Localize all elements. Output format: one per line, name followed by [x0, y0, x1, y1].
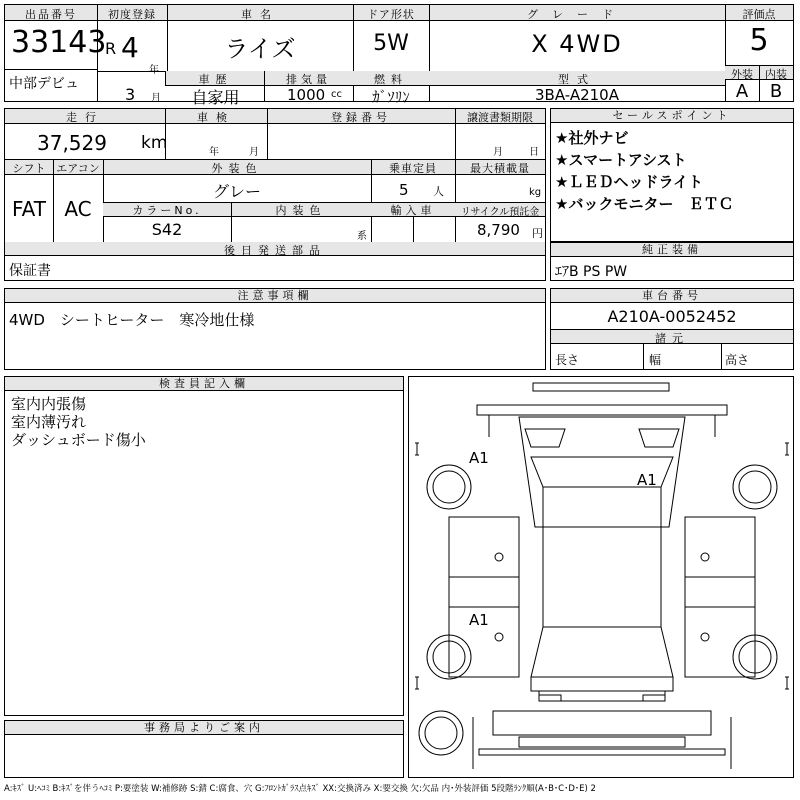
inspector-line: 室内薄汚れ: [11, 413, 87, 431]
office-label: 事務局よりご案内: [5, 721, 403, 735]
reg-label: 初度登録: [108, 8, 156, 21]
car-name-label: 車名: [241, 8, 279, 21]
chassis-panel: [550, 288, 794, 370]
height-label: 高さ: [725, 353, 750, 367]
ac-label: エアコン: [56, 162, 100, 175]
interior-unit: 系: [357, 231, 367, 242]
dims-label: 諸元: [655, 332, 689, 345]
damage-mark: A1: [637, 471, 657, 489]
capacity-unit: 人: [433, 185, 444, 198]
capacity: 5: [399, 181, 409, 199]
equipment-panel: [550, 242, 794, 281]
mileage: 37,529: [37, 131, 107, 155]
notes-panel: [4, 288, 546, 370]
interior-color-label: 内装色: [275, 204, 327, 217]
ac: AC: [64, 197, 92, 221]
load-unit: kg: [529, 187, 542, 198]
transfer-month: 月: [493, 147, 503, 158]
interior-grade: B: [769, 81, 783, 102]
shift-label: シフト: [12, 162, 46, 175]
door-type: 5W: [373, 31, 409, 56]
transfer-label: 譲渡書類期限: [467, 111, 533, 124]
car-diagram: [408, 376, 794, 778]
inspection-year: 年: [209, 147, 219, 158]
later-parts-value: 保証書: [9, 263, 51, 279]
score: 5: [749, 23, 769, 58]
model: 3BA-A210A: [534, 86, 619, 104]
damage-mark: A1: [469, 611, 489, 629]
sales-point-item: ★ＬＥＤヘッドライト: [555, 173, 703, 191]
inspector-line: ダッシュボード傷小: [11, 431, 146, 449]
color-label: 外装色: [211, 162, 263, 175]
color-no-label: カラーNo.: [132, 204, 202, 217]
history-label: 車歴: [198, 73, 233, 86]
recycle: 8,790: [477, 221, 520, 239]
width-label: 幅: [649, 353, 662, 367]
color-no: S42: [151, 220, 183, 239]
displacement-label: 排気量: [286, 73, 331, 86]
door-label: ドア形状: [367, 8, 415, 21]
sales-points-panel: [550, 108, 794, 242]
reg-month: 3: [125, 85, 136, 104]
inspector-line: 室内内張傷: [11, 395, 87, 413]
displacement: 1000: [287, 86, 326, 104]
debut-label: 中部デビュ: [9, 76, 79, 92]
interior-label: 内装: [765, 68, 787, 81]
registration-label: 登録番号: [331, 111, 391, 124]
legend: [4, 782, 794, 796]
color: グレー: [212, 182, 261, 201]
notes-value: 4WD シートヒーター 寒冷地仕様: [9, 311, 255, 329]
grade: X 4WD: [531, 30, 623, 58]
car-name: ライズ: [224, 35, 296, 63]
exterior-label: 外装: [731, 68, 753, 81]
fuel-label: 燃料: [374, 73, 408, 86]
recycle-label: リサイクル預託金: [460, 207, 540, 218]
chassis-label: 車台番号: [551, 289, 793, 303]
score-label: 評価点: [742, 8, 776, 21]
era: R: [105, 39, 117, 58]
chassis-number: A210A-0052452: [607, 307, 737, 326]
lot-label: 出品番号: [25, 8, 77, 21]
damage-mark: A1: [469, 449, 489, 467]
model-label: 型式: [558, 73, 596, 86]
capacity-label: 乗車定員: [389, 162, 437, 175]
sales-point-item: ★スマートアシスト: [555, 151, 687, 169]
spec-panel: [4, 108, 546, 256]
transfer-day: 日: [529, 147, 539, 158]
grade-label: グレード: [527, 8, 627, 21]
exterior-grade: A: [735, 81, 749, 102]
length-label: 長さ: [555, 353, 580, 367]
mileage-unit: km: [141, 133, 168, 153]
reg-year: 4: [121, 31, 139, 64]
sales-points-label: セールスポイント: [551, 109, 793, 123]
later-parts-value-box: [4, 255, 546, 281]
recycle-unit: 円: [532, 227, 543, 240]
load-label: 最大積載量: [470, 162, 530, 175]
import-label: 輸入車: [390, 204, 436, 217]
displacement-unit: cc: [331, 89, 342, 100]
lot-number: 33143: [11, 25, 107, 60]
sales-point-item: ★バックモニター ＥＴＣ: [555, 195, 734, 213]
car-outline: [409, 377, 795, 779]
month-unit: 月: [151, 93, 161, 104]
shift: FAT: [11, 197, 46, 221]
year-unit: 年: [149, 65, 159, 76]
inspector-panel: [4, 376, 404, 716]
office-panel: [4, 720, 404, 778]
equipment-label: 純正装備: [551, 243, 793, 257]
later-parts-label: 後日発送部品: [224, 244, 326, 257]
mileage-label: 走行: [66, 111, 104, 124]
inspection-month: 月: [249, 147, 259, 158]
notes-label: 注意事項欄: [5, 289, 545, 303]
history: 自家用: [191, 88, 240, 107]
sales-points-list: [555, 127, 733, 215]
inspection-label: 車検: [197, 111, 235, 124]
fuel: ｶﾞｿﾘﾝ: [372, 88, 410, 106]
equipment-value: ｴｱB PS PW: [555, 264, 628, 280]
header-panel: [4, 4, 794, 107]
legend-text: A:ｷｽﾞ U:ﾍｺﾐ B:ｷｽﾞを伴うﾍｺﾐ P:要塗装 W:補修跡 S:錆 C:腐食、穴 G:ﾌﾛﾝﾄｶﾞﾗｽ点ｷｽﾞ XX:交換済み X:要交換 欠:欠品 内･外装評価 5段階ﾗﾝｸ順(A･B･C･D･E) 2: [4, 784, 596, 794]
inspector-label: 検査員記入欄: [5, 377, 403, 391]
sales-point-item: ★社外ナビ: [555, 129, 629, 147]
